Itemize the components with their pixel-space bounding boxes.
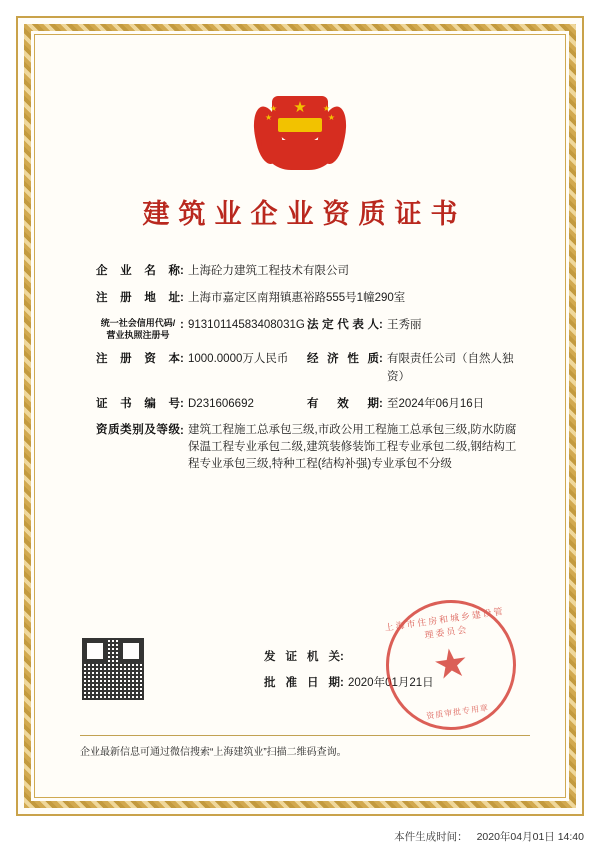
- certificate-content: [40, 40, 560, 792]
- field-row-capital-and-economic-type: [96, 350, 518, 386]
- field-label-qualification-scope: 资质类别及等级: [96, 424, 180, 436]
- emblem-star-small-1: ★: [270, 104, 278, 113]
- issuer-label-approval-date: 批准日期: [264, 677, 340, 689]
- seal-top-text: 上海市住房和城乡建设管理委员会: [383, 606, 506, 641]
- qr-code[interactable]: [82, 638, 144, 700]
- field-value-credit-code: 91310114583408031G: [188, 319, 305, 331]
- issuer-colon: :: [340, 677, 344, 689]
- field-label-validity: 有效期: [307, 398, 379, 410]
- field-label-legal-representative: 法定代表人: [307, 319, 379, 331]
- field-group-economic-type: [307, 350, 518, 386]
- field-value-legal-representative: 王秀丽: [387, 319, 422, 331]
- emblem-star-large: ★: [293, 99, 307, 116]
- emblem-star-small-4: ★: [327, 113, 335, 122]
- emblem-star-small-2: ★: [265, 113, 273, 122]
- field-group-credit-code: [96, 316, 307, 341]
- field-label-credit-code-line1: 统一社会信用代码/: [100, 318, 176, 328]
- field-value-validity: 至2024年06月16日: [387, 398, 485, 410]
- footer-note: 企业最新信息可通过微信搜索“上海建筑业”扫描二维码查询。: [80, 735, 530, 758]
- field-group-validity: [307, 395, 518, 413]
- field-group-legal-representative: [307, 316, 518, 334]
- field-value-company-name: 上海砼力建筑工程技术有限公司: [188, 265, 349, 277]
- field-label-certificate-number: 证书编号: [96, 398, 180, 410]
- page-footer-value: 2020年04月01日 14:40: [476, 831, 584, 843]
- page-footer: [394, 829, 584, 844]
- field-value-certificate-number: D231606692: [188, 398, 254, 410]
- field-row-company-name: [96, 262, 518, 280]
- field-colon: :: [180, 265, 184, 277]
- field-label-economic-type: 经济性质: [307, 353, 379, 365]
- field-colon: :: [379, 353, 383, 365]
- field-row-qualification-scope: [96, 422, 518, 473]
- field-label-registered-capital: 注册资本: [96, 353, 180, 365]
- field-colon: :: [180, 398, 184, 410]
- field-colon: :: [180, 292, 184, 304]
- field-label-company-name: 企业名称: [96, 265, 180, 277]
- field-value-qualification-scope: 建筑工程施工总承包三级,市政公用工程施工总承包三级,防水防腐保温工程专业承包二级,建筑装修装饰工程专业承包二级,钢结构工程专业承包三级,特种工程(结构补强)专业承包不分级: [188, 424, 517, 470]
- field-row-credit-code-and-legal-rep: [96, 316, 518, 341]
- field-row-registered-address: [96, 289, 518, 307]
- emblem-star-small-3: ★: [322, 104, 330, 113]
- field-colon: :: [180, 425, 184, 437]
- document-title: 建筑业企业资质证书: [142, 199, 467, 230]
- emblem-gear: [261, 140, 339, 170]
- seal-star-icon: ★: [430, 639, 472, 689]
- certificate-document: [16, 16, 584, 816]
- field-group-registered-capital: [96, 350, 307, 368]
- field-colon: :: [180, 319, 184, 331]
- field-value-registered-capital: 1000.0000万人民币: [188, 353, 289, 365]
- field-label-credit-code: [96, 316, 180, 341]
- issuer-colon: :: [340, 651, 344, 663]
- field-label-credit-code-line2: 营业执照注册号: [106, 330, 170, 340]
- field-value-registered-address: 上海市嘉定区南翔镇惠裕路555号1幢290室: [188, 292, 406, 304]
- field-row-certificate-number-and-validity: [96, 395, 518, 413]
- field-colon: :: [379, 398, 383, 410]
- seal-bottom-text: 资质审批专用章: [425, 703, 490, 721]
- field-label-registered-address: 注册地址: [96, 292, 180, 304]
- field-colon: :: [379, 319, 383, 331]
- national-emblem-icon: [254, 88, 346, 176]
- field-value-economic-type: 有限责任公司（自然人独资）: [387, 353, 514, 383]
- emblem-gate: [278, 118, 322, 132]
- issuer-label-authority: 发证机关: [264, 651, 340, 663]
- emblem-container: [40, 88, 560, 176]
- field-group-certificate-number: [96, 395, 307, 413]
- official-seal-stamp: [378, 592, 525, 739]
- page-footer-label: 本件生成时间：: [394, 831, 468, 843]
- field-colon: :: [180, 353, 184, 365]
- fields-table: [96, 262, 518, 482]
- issuer-value-approval-date: 2020年01月21日: [348, 677, 434, 689]
